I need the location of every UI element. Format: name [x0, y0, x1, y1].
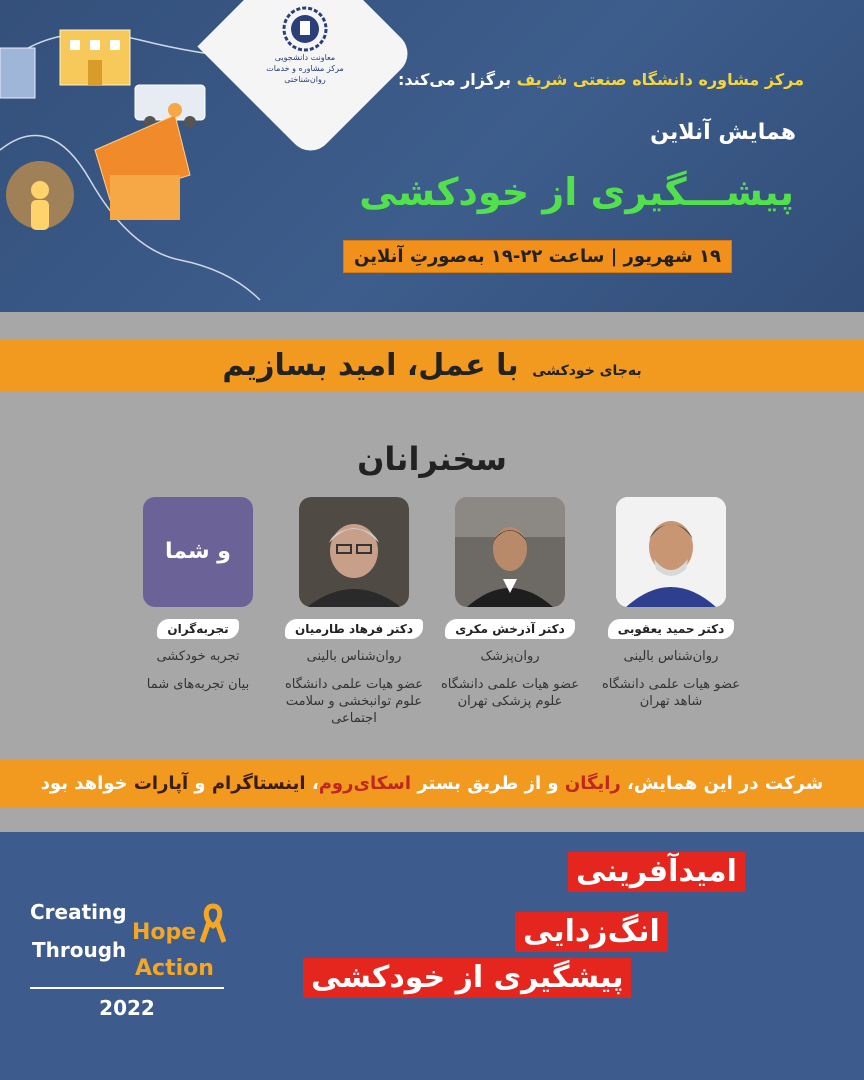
- speaker-card: [430, 497, 590, 710]
- logo-text-line1: معاونت دانشجویی: [274, 53, 336, 62]
- speaker-card: [591, 497, 751, 710]
- event-time-badge: ۱۹ شهریور | ساعت ۲۲-۱۹ به‌صورتِ آنلاین: [343, 240, 732, 273]
- campaign-year: 2022: [99, 996, 155, 1020]
- speaker-role: روان‌شناس بالینی: [623, 649, 719, 664]
- slogan-main: با عمل، امید بسازیم: [222, 348, 519, 383]
- participation-text: و از طریق بستر: [411, 773, 565, 794]
- participation-text: و: [188, 773, 212, 794]
- speaker-name: دکتر فرهاد طارمیان: [285, 619, 423, 639]
- speaker-affiliation: عضو هیات علمی دانشگاه علوم پزشکی تهران: [440, 677, 580, 709]
- sharif-emblem-icon: [282, 6, 328, 52]
- speaker-card: [274, 497, 434, 727]
- university-logo: [250, 6, 360, 96]
- speaker-affiliation: عضو هیات علمی دانشگاه شاهد تهران: [601, 677, 741, 709]
- speaker-affiliation: عضو هیات علمی دانشگاه علوم توانبخشی و سلامت اجتماعی: [284, 677, 424, 726]
- speaker-role: روان‌پزشک: [480, 649, 540, 664]
- aparat-label: آپارات: [133, 773, 189, 794]
- campaign-word-hope: Hope: [132, 920, 197, 945]
- participation-text: ،: [305, 773, 319, 794]
- speaker-name: دکتر حمید یعقوبی: [608, 619, 734, 639]
- instagram-label: اینستاگرام: [211, 773, 306, 794]
- skyroom-label: اسکای‌روم: [318, 773, 412, 794]
- speaker-name: دکتر آذرخش مکری: [445, 619, 575, 639]
- header-banner: [0, 0, 864, 312]
- organizer-name: مرکز مشاوره دانشگاه صنعتی شریف: [516, 70, 804, 89]
- campaign-word-action: Action: [135, 956, 214, 981]
- speaker-role: روان‌شناس بالینی: [306, 649, 402, 664]
- tag-destigmatization: انگ‌زدایی: [515, 912, 668, 952]
- campaign-divider: [30, 987, 224, 989]
- speaker-photo: [616, 497, 726, 607]
- campaign-logo: [30, 900, 230, 1020]
- campaign-word-through: Through: [32, 938, 127, 962]
- free-label: رایگان: [564, 773, 621, 794]
- speaker-photo: [299, 497, 409, 607]
- logo-text-line2: مرکز مشاوره و خدمات روان‌شناختی: [266, 64, 344, 84]
- experiencers-card: [118, 497, 278, 693]
- speaker-name: تجربه‌گران: [157, 619, 238, 639]
- slogan-band: [0, 340, 864, 392]
- speakers-heading: سخنرانان: [357, 440, 507, 478]
- tag-hope-creation: امیدآفرینی: [568, 852, 745, 892]
- speaker-photo: [455, 497, 565, 607]
- participation-band: [0, 760, 864, 808]
- tag-suicide-prevention: پیشگیری از خودکشی: [303, 958, 631, 998]
- and-you-box: و شما: [143, 497, 253, 607]
- organizer-suffix: برگزار می‌کند:: [397, 70, 517, 89]
- awareness-ribbon-icon: [200, 902, 226, 946]
- participation-text: خواهد بود: [40, 773, 134, 794]
- speaker-affiliation: بیان تجربه‌های شما: [146, 677, 250, 692]
- campaign-word-creating: Creating: [30, 900, 127, 924]
- participation-text: شرکت در این همایش،: [620, 773, 824, 794]
- organizer-text: [398, 70, 804, 89]
- speaker-role: تجربه خودکشی: [156, 649, 240, 664]
- slogan-prefix: به‌جای خودکشی: [532, 363, 642, 379]
- event-title: پیشـــگیری از خودکشی: [359, 170, 794, 214]
- event-type: همایش آنلاین: [650, 120, 796, 145]
